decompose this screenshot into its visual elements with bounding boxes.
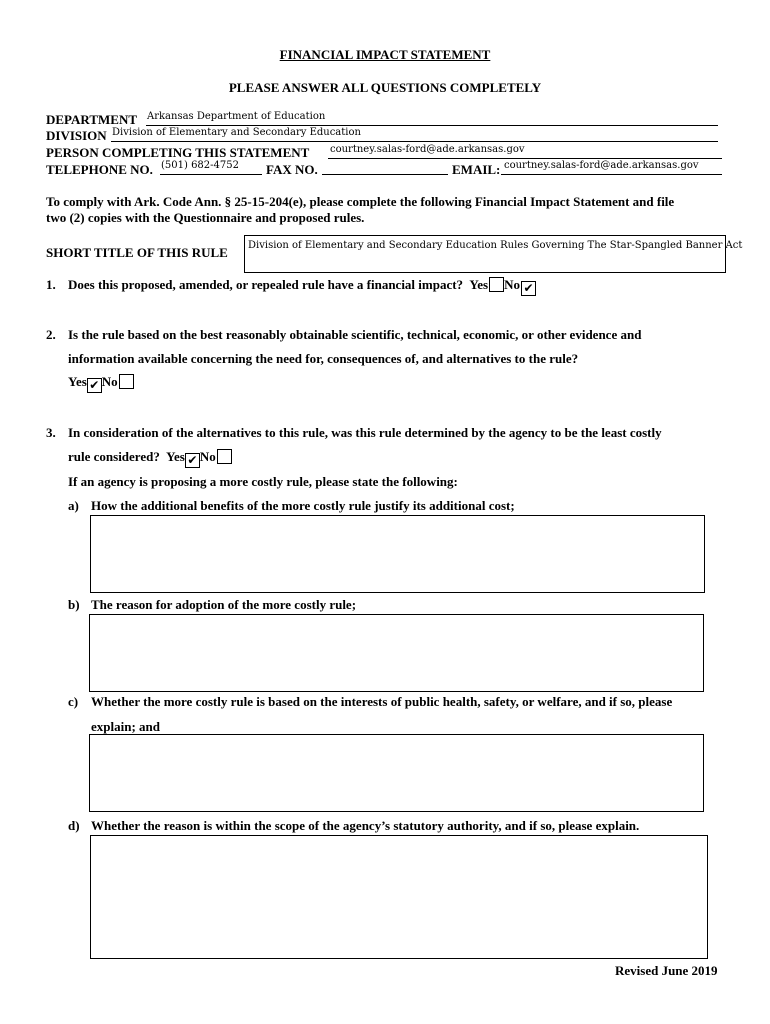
q1-yes-checkbox[interactable]: [489, 277, 504, 292]
q3-yes-label: Yes: [166, 449, 185, 464]
subq-a-letter: a): [68, 498, 79, 513]
q1-text: Does this proposed, amended, or repealed rule have a financial impact?: [68, 277, 464, 292]
subq-a-text: How the additional benefits of the more costly rule justify its additional cost;: [91, 498, 515, 513]
q2-no-checkbox[interactable]: [119, 374, 134, 389]
division-label: DIVISION: [46, 128, 107, 143]
short-title-field[interactable]: [244, 235, 743, 273]
fax-label: FAX NO.: [266, 162, 318, 177]
subq-b-letter: b): [68, 597, 80, 612]
short-title-value: Division of Elementary and Secondary Education Rules Governing The Star-Spangled Banner Act: [248, 240, 743, 251]
telephone-field[interactable]: [160, 160, 262, 175]
subq-d-answer-box[interactable]: [90, 835, 708, 959]
q3-no-checkbox[interactable]: [217, 449, 232, 464]
telephone-label: TELEPHONE NO.: [46, 162, 153, 177]
q3-followup: If an agency is proposing a more costly rule, please state the following:: [68, 474, 458, 489]
page-title: FINANCIAL IMPACT STATEMENT: [279, 47, 491, 62]
q3-no-label: No: [199, 449, 216, 464]
email-field[interactable]: [501, 160, 722, 175]
revised-date: Revised June 2019: [615, 963, 718, 978]
person-value: courtney.salas-ford@ade.arkansas.gov: [330, 144, 525, 155]
q1-yes-label: Yes: [469, 277, 489, 292]
division-field[interactable]: [111, 127, 718, 142]
email-label: EMAIL:: [452, 162, 501, 177]
q3-line-2-row: [68, 449, 232, 468]
q1-row: [68, 277, 536, 296]
page-subtitle: PLEASE ANSWER ALL QUESTIONS COMPLETELY: [228, 80, 542, 95]
q1-number: 1.: [46, 277, 56, 292]
q2-yes-checkbox[interactable]: ✔: [87, 378, 102, 393]
q2-number: 2.: [46, 327, 56, 342]
fax-field[interactable]: [322, 160, 448, 175]
q2-line-1: Is the rule based on the best reasonably obtainable scientific, technical, economic, or other evidence and: [68, 327, 642, 342]
subq-b-answer-box[interactable]: [89, 614, 704, 692]
subq-d-text: Whether the reason is within the scope of the agency’s statutory authority, and if so, please explain.: [91, 818, 640, 833]
person-label: PERSON COMPLETING THIS STATEMENT: [46, 145, 310, 160]
division-value: Division of Elementary and Secondary Education: [112, 127, 361, 138]
subq-c-answer-box[interactable]: [89, 734, 704, 812]
instructions-line-2: two (2) copies with the Questionnaire and proposed rules.: [46, 210, 365, 225]
subq-b-text: The reason for adoption of the more costly rule;: [91, 597, 357, 612]
subq-c-line-2: explain; and: [91, 719, 160, 734]
subq-c-line-1: Whether the more costly rule is based on the interests of public health, safety, or welfare, and if so, please: [91, 694, 673, 709]
subq-c-letter: c): [68, 694, 79, 709]
telephone-value: (501) 682-4752: [161, 160, 239, 171]
q3-yes-checkbox[interactable]: ✔: [185, 453, 200, 468]
email-value: courtney.salas-ford@ade.arkansas.gov: [504, 160, 699, 171]
q2-yes-label: Yes: [68, 374, 87, 389]
q3-line-1: In consideration of the alternatives to this rule, was this rule determined by the agency to be the least costly: [68, 425, 662, 440]
q1-no-checkbox[interactable]: ✔: [521, 281, 536, 296]
q2-answer-row: [68, 374, 134, 393]
q2-no-label: No: [101, 374, 118, 389]
instructions-line-1: To comply with Ark. Code Ann. § 25-15-204(e), please complete the following Financial Impact Statement and file: [46, 194, 675, 209]
person-field[interactable]: [328, 144, 722, 159]
short-title-label: SHORT TITLE OF THIS RULE: [46, 245, 228, 260]
subq-a-answer-box[interactable]: [90, 515, 705, 593]
q3-number: 3.: [46, 425, 56, 440]
q2-line-2: information available concerning the need for, consequences of, and alternatives to the rule?: [68, 351, 579, 366]
q3-line-2: rule considered?: [68, 449, 160, 464]
department-label: DEPARTMENT: [46, 112, 138, 127]
department-field[interactable]: [146, 111, 718, 126]
subq-d-letter: d): [68, 818, 80, 833]
department-value: Arkansas Department of Education: [147, 111, 326, 122]
q1-no-label: No: [504, 277, 520, 292]
